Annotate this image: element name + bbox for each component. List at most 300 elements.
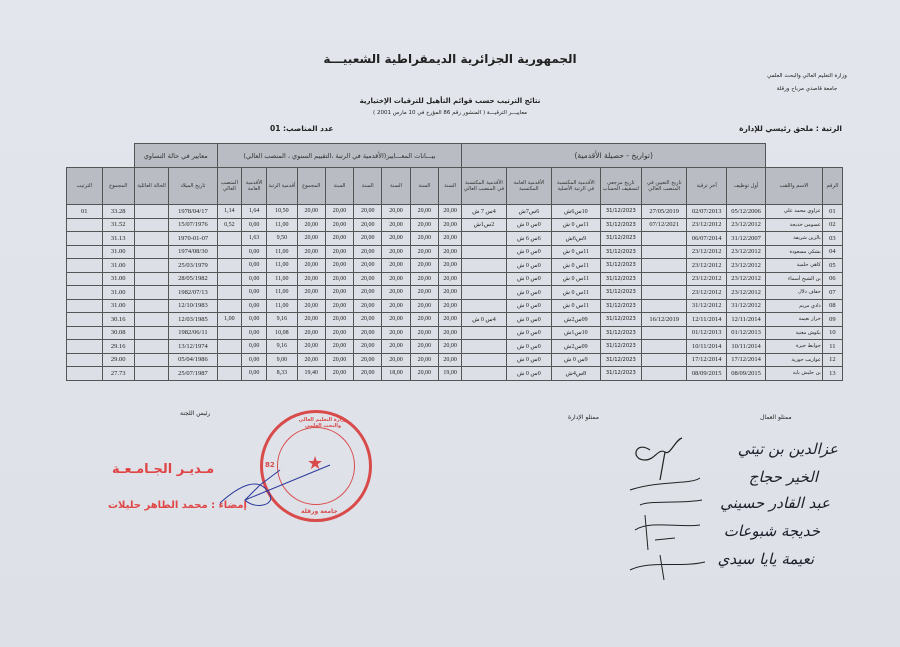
cell-birth: 1978/04/17 <box>169 205 217 219</box>
cell-grade-sen: 11,00 <box>267 272 297 286</box>
cell-eval-total: 20,00 <box>297 340 325 354</box>
cell-sen-grade: 09س2ش <box>552 313 600 327</box>
cell-grade-sen: 11,00 <box>267 259 297 273</box>
cell-eval-total: 20,00 <box>297 286 325 300</box>
cell-num: 12 <box>822 353 842 367</box>
cell-name: بالزين شريفة <box>766 232 823 246</box>
cell-grade-sen: 9,16 <box>267 340 297 354</box>
cell-sen-general: 0س 0 ش <box>506 367 551 381</box>
col-eval-total: المجموع <box>297 168 325 205</box>
table-row <box>67 259 843 273</box>
cell-senior-post-date <box>642 259 687 273</box>
tie-criteria-group: معايير في حالة التساوي <box>134 144 217 168</box>
table-row <box>67 299 843 313</box>
cell-birth: 1982/07/13 <box>169 286 217 300</box>
cell-sen-general: 0س 0 ش <box>506 340 551 354</box>
cell-y4: 20,00 <box>354 205 382 219</box>
cell-eval-total: 20,00 <box>297 313 325 327</box>
cell-y4: 20,00 <box>354 232 382 246</box>
cell-birth: 25/07/1987 <box>169 367 217 381</box>
cell-last-promo: 23/12/2012 <box>687 286 726 300</box>
cell-family <box>134 340 168 354</box>
cell-num: 06 <box>822 272 842 286</box>
cell-ref-date: 31/12/2023 <box>600 367 641 381</box>
cell-general-sen: 0,00 <box>242 286 267 300</box>
institution-header <box>752 70 862 96</box>
cell-num: 10 <box>822 326 842 340</box>
cell-sen-grade: 11س 0 ش <box>552 245 600 259</box>
col-last-promo: آخر ترقية <box>687 168 726 205</box>
worker-rep-1: عزالدين بن تيتي <box>737 440 838 458</box>
cell-total: 31.13 <box>102 232 134 246</box>
cell-grade-sen: 11,00 <box>267 218 297 232</box>
cell-y2: 20,00 <box>410 286 438 300</box>
cell-grade-sen: 9,50 <box>267 232 297 246</box>
cell-sen-general: 0س 0 ش <box>506 299 551 313</box>
cell-eval-total: 20,00 <box>297 245 325 259</box>
document-title: نتائج الترتيب حسب قوائم التأهيل للترقيات الإختيارية <box>359 97 541 105</box>
cell-eval-total: 20,00 <box>297 232 325 246</box>
cell-name: بشكي مسعودة <box>766 245 823 259</box>
table-row <box>67 353 843 367</box>
cell-y2: 20,00 <box>410 353 438 367</box>
cell-last-promo: 23/12/2012 <box>687 218 726 232</box>
cell-name: بن حليش باية <box>766 367 823 381</box>
cell-num: 03 <box>822 232 842 246</box>
cell-y2: 20,00 <box>410 232 438 246</box>
cell-eval-total: 20,00 <box>297 353 325 367</box>
col-year-4: السنة <box>354 168 382 205</box>
cell-ref-date: 31/12/2023 <box>600 313 641 327</box>
cell-post: 1,00 <box>217 313 241 327</box>
cell-last-promo: 08/09/2015 <box>687 367 726 381</box>
cell-family <box>134 326 168 340</box>
admin-signatures-icon <box>620 430 710 585</box>
cell-sen-post: 4س 0 ش <box>462 313 506 327</box>
cell-sen-grade: 11س 0 ش <box>552 286 600 300</box>
cell-first-hire: 01/12/2013 <box>726 326 765 340</box>
cell-total: 31.00 <box>102 299 134 313</box>
director-title: مـديـر الجـامـعـة <box>112 462 215 477</box>
cell-first-hire: 23/12/2012 <box>726 245 765 259</box>
cell-first-hire: 31/12/2007 <box>726 232 765 246</box>
cell-name: حفاف دلال <box>766 286 823 300</box>
cell-last-promo: 10/11/2014 <box>687 340 726 354</box>
cell-post <box>217 299 241 313</box>
cell-grade-sen: 11,00 <box>267 286 297 300</box>
cell-general-sen: 0,00 <box>242 367 267 381</box>
cell-sen-general: 0س 0 ش <box>506 313 551 327</box>
cell-sen-post: 4س 7 ش <box>462 205 506 219</box>
cell-y5: 20,00 <box>325 259 353 273</box>
cell-num: 04 <box>822 245 842 259</box>
worker-rep-2: الخير حجاج <box>748 468 818 486</box>
cell-first-hire: 23/12/2012 <box>726 272 765 286</box>
cell-first-hire: 12/11/2014 <box>726 313 765 327</box>
table-body <box>67 205 843 381</box>
cell-last-promo: 12/11/2014 <box>687 313 726 327</box>
cell-name: عواريب حورية <box>766 353 823 367</box>
cell-senior-post-date <box>642 232 687 246</box>
cell-birth: 13/12/1974 <box>169 340 217 354</box>
cell-senior-post-date <box>642 286 687 300</box>
cell-eval-total: 20,00 <box>297 272 325 286</box>
cell-sen-grade: 10س6ش <box>552 205 600 219</box>
cell-sen-general: 0س 0 ش <box>506 326 551 340</box>
cell-y2: 20,00 <box>410 313 438 327</box>
cell-birth: 1970-01-07 <box>169 232 217 246</box>
cell-y5: 20,00 <box>325 326 353 340</box>
cell-last-promo: 06/07/2014 <box>687 232 726 246</box>
cell-rank <box>67 232 103 246</box>
cell-post <box>217 272 241 286</box>
cell-family <box>134 272 168 286</box>
cell-sen-post <box>462 299 506 313</box>
cell-general-sen: 0,00 <box>242 218 267 232</box>
col-sen-grade: الأقدمية المكتسبة في الرتبة الأصلية <box>552 168 600 205</box>
cell-y4: 20,00 <box>354 272 382 286</box>
cell-y2: 20,00 <box>410 205 438 219</box>
col-grade-seniority: أقدمية الرتبة <box>267 168 297 205</box>
cell-y5: 20,00 <box>325 286 353 300</box>
posts-count: عدد المناصب: 01 <box>270 124 334 133</box>
cell-family <box>134 313 168 327</box>
cell-sen-general: 6س7ش <box>506 205 551 219</box>
cell-y5: 20,00 <box>325 205 353 219</box>
university-name: جامعة قاصدي مرباح ورقلة <box>776 86 838 92</box>
cell-general-sen: 1,64 <box>242 205 267 219</box>
cell-birth: 12/03/1985 <box>169 313 217 327</box>
cell-grade-sen: 9,00 <box>267 353 297 367</box>
cell-num: 02 <box>822 218 842 232</box>
cell-total: 30.16 <box>102 313 134 327</box>
cell-name: جوابط خيرة <box>766 340 823 354</box>
cell-last-promo: 23/12/2012 <box>687 259 726 273</box>
cell-ref-date: 31/12/2023 <box>600 353 641 367</box>
cell-y1: 20,00 <box>438 232 461 246</box>
cell-senior-post-date <box>642 367 687 381</box>
cell-post <box>217 340 241 354</box>
cell-first-hire: 23/12/2012 <box>726 286 765 300</box>
cell-y4: 20,00 <box>354 299 382 313</box>
cell-senior-post-date: 07/12/2021 <box>642 218 687 232</box>
cell-first-hire: 08/09/2015 <box>726 367 765 381</box>
cell-y3: 20,00 <box>382 232 410 246</box>
cell-name: عزاوي محمد علي <box>766 205 823 219</box>
cell-y1: 20,00 <box>438 218 461 232</box>
cell-y1: 20,00 <box>438 272 461 286</box>
cell-y4: 20,00 <box>354 259 382 273</box>
cell-family <box>134 299 168 313</box>
cell-eval-total: 20,00 <box>297 205 325 219</box>
cell-y3: 20,00 <box>382 299 410 313</box>
cell-y4: 20,00 <box>354 340 382 354</box>
cell-rank <box>67 245 103 259</box>
cell-y5: 20,00 <box>325 340 353 354</box>
table-row <box>67 205 843 219</box>
cell-rank <box>67 259 103 273</box>
cell-general-sen: 0,00 <box>242 299 267 313</box>
col-year-3: السنة <box>382 168 410 205</box>
cell-general-sen: 0,00 <box>242 313 267 327</box>
cell-total: 29.16 <box>102 340 134 354</box>
cell-eval-total: 20,00 <box>297 326 325 340</box>
cell-y4: 20,00 <box>354 286 382 300</box>
cell-family <box>134 245 168 259</box>
cell-y5: 20,00 <box>325 313 353 327</box>
cell-y2: 20,00 <box>410 259 438 273</box>
cell-sen-general: 0س 0 ش <box>506 245 551 259</box>
cell-name: بن الشيخ أسماء <box>766 272 823 286</box>
cell-rank <box>67 218 103 232</box>
cell-last-promo: 23/12/2012 <box>687 245 726 259</box>
table-row <box>67 245 843 259</box>
cell-post <box>217 353 241 367</box>
cell-first-hire: 10/11/2014 <box>726 340 765 354</box>
cell-total: 31.00 <box>102 259 134 273</box>
table-row <box>67 286 843 300</box>
cell-grade-sen: 8,33 <box>267 367 297 381</box>
cell-y2: 20,00 <box>410 367 438 381</box>
col-sen-post: الأقدمية المكتسبة في المنصب العالي <box>462 168 506 205</box>
cell-sen-post <box>462 353 506 367</box>
col-general-seniority: الأقدمية العامة <box>242 168 267 205</box>
cell-total: 31.52 <box>102 218 134 232</box>
cell-family <box>134 367 168 381</box>
cell-y4: 20,00 <box>354 367 382 381</box>
cell-first-hire: 31/12/2012 <box>726 299 765 313</box>
cell-post <box>217 286 241 300</box>
cell-senior-post-date <box>642 353 687 367</box>
cell-y2: 20,00 <box>410 299 438 313</box>
cell-grade-sen: 11,00 <box>267 245 297 259</box>
table-row <box>67 313 843 327</box>
cell-y1: 20,00 <box>438 299 461 313</box>
cell-rank <box>67 272 103 286</box>
cell-sen-post <box>462 326 506 340</box>
column-header-row <box>67 168 843 205</box>
cell-birth: 15/07/1976 <box>169 218 217 232</box>
cell-y5: 20,00 <box>325 232 353 246</box>
cell-senior-post-date <box>642 326 687 340</box>
cell-sen-grade: 10س1ش <box>552 326 600 340</box>
cell-total: 31.00 <box>102 286 134 300</box>
cell-eval-total: 20,00 <box>297 259 325 273</box>
cell-general-sen: 0,00 <box>242 326 267 340</box>
cell-senior-post-date: 27/05/2019 <box>642 205 687 219</box>
worker-rep-4: خديجة شبوعات <box>723 522 820 540</box>
col-birth-date: تاريخ الميلاد <box>169 168 217 205</box>
cell-rank <box>67 353 103 367</box>
cell-general-sen: 0,00 <box>242 272 267 286</box>
cell-post <box>217 259 241 273</box>
cell-birth: 28/05/1982 <box>169 272 217 286</box>
cell-post <box>217 245 241 259</box>
cell-y5: 20,00 <box>325 245 353 259</box>
cell-ref-date: 31/12/2023 <box>600 340 641 354</box>
cell-grade-sen: 9,16 <box>267 313 297 327</box>
cell-birth: 1974/08/30 <box>169 245 217 259</box>
cell-y2: 20,00 <box>410 340 438 354</box>
cell-y3: 20,00 <box>382 353 410 367</box>
cell-sen-post <box>462 232 506 246</box>
criteria-data-group: بيـــانات المعـــايير(الأقدمية في الرتبة ،التقييم السنوي ، المنصب العالي) <box>217 144 462 168</box>
cell-birth: 12/10/1983 <box>169 299 217 313</box>
cell-y1: 20,00 <box>438 205 461 219</box>
grade-label: الرتبة : ملحق رئيسي للإدارة <box>739 124 842 133</box>
cell-sen-grade: 11س 0 ش <box>552 299 600 313</box>
cell-rank <box>67 326 103 340</box>
cell-post: 1,14 <box>217 205 241 219</box>
cell-senior-post-date <box>642 340 687 354</box>
cell-rank <box>67 299 103 313</box>
col-rank: الترتيب <box>67 168 103 205</box>
cell-y3: 18,00 <box>382 367 410 381</box>
cell-sen-grade: 9س 0 ش <box>552 353 600 367</box>
col-first-hire: أول توظيف <box>726 168 765 205</box>
cell-total: 29.00 <box>102 353 134 367</box>
cell-sen-grade: 9س6ش <box>552 232 600 246</box>
col-name: الاسم واللقب <box>766 168 823 205</box>
dates-seniority-group: (تواريخ - حصيلة الأقدمية) <box>462 144 766 168</box>
cell-y4: 20,00 <box>354 218 382 232</box>
cell-sen-post <box>462 286 506 300</box>
cell-sen-general: 0س 0 ش <box>506 353 551 367</box>
cell-last-promo: 23/12/2012 <box>687 272 726 286</box>
cell-y1: 20,00 <box>438 313 461 327</box>
col-family-status: الحالة العائلية <box>134 168 168 205</box>
cell-rank <box>67 367 103 381</box>
signature-scribble-icon <box>200 455 340 515</box>
cell-sen-general: 0س 0 ش <box>506 286 551 300</box>
cell-y3: 20,00 <box>382 313 410 327</box>
cell-rank <box>67 286 103 300</box>
committee-head-label: رئيس اللجنة <box>180 410 211 417</box>
cell-name: بكوش مغنية <box>766 326 823 340</box>
cell-y3: 20,00 <box>382 205 410 219</box>
cell-name: دادي مريم <box>766 299 823 313</box>
col-number: الرقم <box>822 168 842 205</box>
cell-name: خراز نعيمة <box>766 313 823 327</box>
cell-y1: 20,00 <box>438 259 461 273</box>
cell-num: 13 <box>822 367 842 381</box>
table-row <box>67 218 843 232</box>
cell-ref-date: 31/12/2023 <box>600 326 641 340</box>
cell-family <box>134 353 168 367</box>
cell-family <box>134 218 168 232</box>
cell-sen-post <box>462 367 506 381</box>
table-row <box>67 340 843 354</box>
cell-sen-grade: 09س2ش <box>552 340 600 354</box>
cell-y4: 20,00 <box>354 245 382 259</box>
group-header-row <box>67 144 843 168</box>
cell-ref-date: 31/12/2023 <box>600 272 641 286</box>
cell-y3: 20,00 <box>382 340 410 354</box>
cell-rank <box>67 340 103 354</box>
cell-y2: 20,00 <box>410 326 438 340</box>
cell-ref-date: 31/12/2023 <box>600 286 641 300</box>
cell-y2: 20,00 <box>410 245 438 259</box>
cell-family <box>134 259 168 273</box>
cell-rank <box>67 313 103 327</box>
admin-reps-label: ممثلو الإدارة <box>568 414 599 421</box>
cell-first-hire: 17/12/2014 <box>726 353 765 367</box>
cell-general-sen: 1,63 <box>242 232 267 246</box>
col-senior-post-date: تاريخ التعيين في المنصب العالي <box>642 168 687 205</box>
cell-y3: 20,00 <box>382 326 410 340</box>
stamp-ring-text: وزارة التعليم العالي والبحث العلمي <box>298 417 348 429</box>
cell-grade-sen: 11,00 <box>267 299 297 313</box>
worker-rep-5: نعيمة يايا سيدي <box>717 550 814 568</box>
document-subtitle: معاييـــر الترقيـــة ( المنشور رقم 86 المؤرخ في 10 مارس 2001 ) <box>373 110 527 116</box>
cell-birth: 25/03/1979 <box>169 259 217 273</box>
cell-ref-date: 31/12/2023 <box>600 205 641 219</box>
cell-y3: 20,00 <box>382 286 410 300</box>
cell-y1: 20,00 <box>438 353 461 367</box>
cell-y5: 20,00 <box>325 299 353 313</box>
ranking-table <box>66 143 843 381</box>
cell-rank: 01 <box>67 205 103 219</box>
cell-num: 01 <box>822 205 842 219</box>
cell-y1: 20,00 <box>438 245 461 259</box>
col-year-5: السنة <box>325 168 353 205</box>
cell-sen-grade: 11س 0 ش <box>552 218 600 232</box>
cell-total: 30.08 <box>102 326 134 340</box>
cell-total: 33.28 <box>102 205 134 219</box>
cell-senior-post-date <box>642 299 687 313</box>
republic-title: الجمهورية الجزائرية الديمقراطية الشعبيـــة <box>323 52 577 66</box>
cell-family <box>134 286 168 300</box>
cell-y5: 20,00 <box>325 218 353 232</box>
cell-general-sen: 0,00 <box>242 245 267 259</box>
cell-total: 31.00 <box>102 272 134 286</box>
cell-y3: 20,00 <box>382 245 410 259</box>
table-row <box>67 272 843 286</box>
cell-y1: 20,00 <box>438 326 461 340</box>
cell-first-hire: 23/12/2012 <box>726 218 765 232</box>
cell-sen-general: 0س 0 ش <box>506 218 551 232</box>
cell-last-promo: 01/12/2013 <box>687 326 726 340</box>
cell-num: 11 <box>822 340 842 354</box>
col-senior-post: المنصب العالي <box>217 168 241 205</box>
cell-y3: 20,00 <box>382 259 410 273</box>
cell-last-promo: 17/12/2014 <box>687 353 726 367</box>
col-year-2: السنة <box>410 168 438 205</box>
cell-y1: 20,00 <box>438 340 461 354</box>
cell-sen-general: 0س 0 ش <box>506 272 551 286</box>
cell-grade-sen: 10,08 <box>267 326 297 340</box>
cell-num: 09 <box>822 313 842 327</box>
cell-num: 07 <box>822 286 842 300</box>
cell-senior-post-date: 16/12/2019 <box>642 313 687 327</box>
worker-reps-label: ممثلو العمال <box>760 414 792 421</box>
cell-num: 08 <box>822 299 842 313</box>
cell-sen-post <box>462 245 506 259</box>
cell-y1: 19,00 <box>438 367 461 381</box>
cell-num: 05 <box>822 259 842 273</box>
cell-grade-sen: 10,50 <box>267 205 297 219</box>
cell-post: 0,52 <box>217 218 241 232</box>
cell-total: 27.73 <box>102 367 134 381</box>
cell-post <box>217 232 241 246</box>
cell-y5: 20,00 <box>325 272 353 286</box>
cell-total: 31.00 <box>102 245 134 259</box>
cell-sen-post: 2س1ش <box>462 218 506 232</box>
cell-general-sen: 0,00 <box>242 259 267 273</box>
cell-sen-post <box>462 272 506 286</box>
cell-y4: 20,00 <box>354 313 382 327</box>
cell-sen-grade: 11س 0 ش <box>552 272 600 286</box>
